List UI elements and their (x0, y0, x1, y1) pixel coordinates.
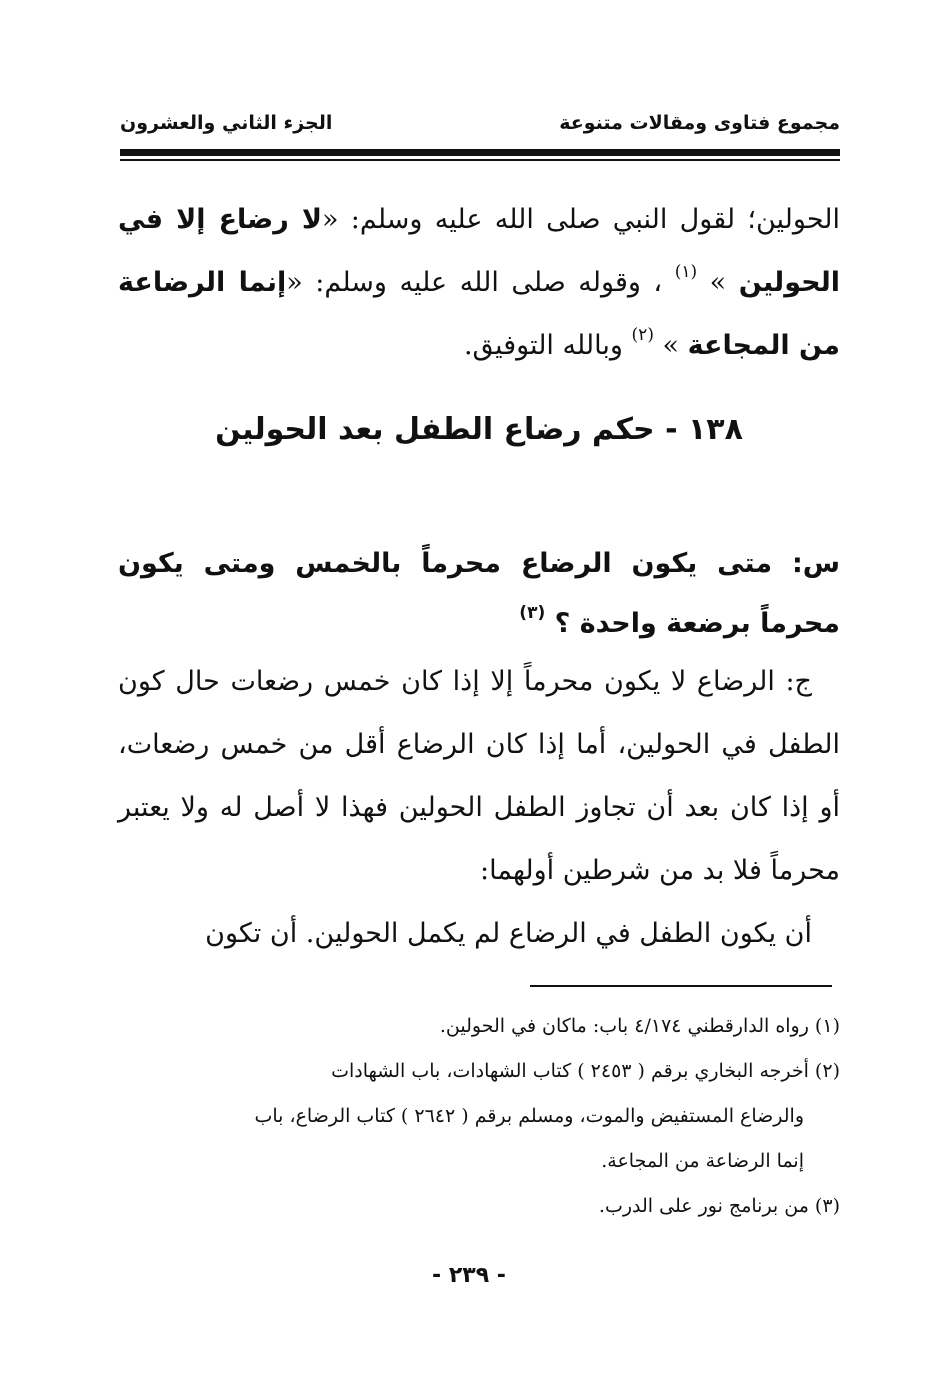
paragraph-continuation (118, 188, 840, 377)
running-header (120, 112, 840, 142)
footnote-2-line-1: (٢) أخرجه البخاري برقم ( ٢٤٥٣ ) كتاب الشهادات، باب الشهادات (331, 1060, 840, 1082)
footnotes (118, 1004, 840, 1229)
para-text: ، وقوله صلى الله عليه وسلم: « (286, 267, 663, 298)
para-text: » (662, 330, 680, 361)
header-rule-thick (120, 149, 840, 156)
footnote-3: (٣) من برنامج نور على الدرب. (598, 1195, 840, 1217)
footnote-ref-2[interactable]: (٢) (631, 325, 654, 345)
footnote-separator (530, 985, 832, 987)
para-text: » (709, 267, 727, 298)
footnote-ref-3[interactable]: (٣) (519, 603, 546, 623)
header-rule-thin (120, 159, 840, 161)
volume-title: الجزء الثاني والعشرون (120, 112, 333, 134)
footnote-2-line-2: والرضاع المستفيض والموت، ومسلم برقم ( ٢٦٤٢ ) كتاب الرضاع، باب (254, 1105, 804, 1127)
footnote-1: (١) رواه الدارقطني ٤/١٧٤ باب: ماكان في الحولين. (439, 1015, 840, 1037)
footnote-2-line-3: إنما الرضاعة من المجاعة. (601, 1150, 804, 1172)
book-title: مجموع فتاوى ومقالات متنوعة (559, 112, 840, 134)
para-text: وبالله التوفيق. (463, 330, 623, 361)
page-number: - ٢٣٩ - (432, 1263, 506, 1288)
hadith-quote-1: لا رضاع إلا في الحولين (118, 204, 840, 298)
footnote-ref-1[interactable]: (١) (674, 262, 698, 282)
answer-continuation: أن يكون الطفل في الرضاع لم يكمل الحولين. أن تكون (205, 918, 812, 949)
hadith-quote-2: إنما الرضاعة من المجاعة (118, 267, 840, 361)
answer-text: ج: الرضاع لا يكون محرماً إلا إذا كان خمس رضعات حال كون الطفل في الحولين، أما إذا كان الرضاع أقل من خمس رضعات، أو إذا كان بعد أن تجاوز الطفل الحولين فهذا لا أصل له ولا يعتبر محرماً فلا بد من شرطين أولهما: (118, 666, 840, 886)
question (118, 534, 840, 654)
question-text: س: متى يكون الرضاع محرماً بالخمس ومتى يكون محرماً برضعة واحدة ؟ (118, 548, 840, 639)
para-text: الحولين؛ لقول النبي صلى الله عليه وسلم: « (322, 204, 840, 235)
answer (118, 650, 840, 965)
section-title: ١٣٨ - حكم رضاع الطفل بعد الحولين (215, 412, 743, 447)
